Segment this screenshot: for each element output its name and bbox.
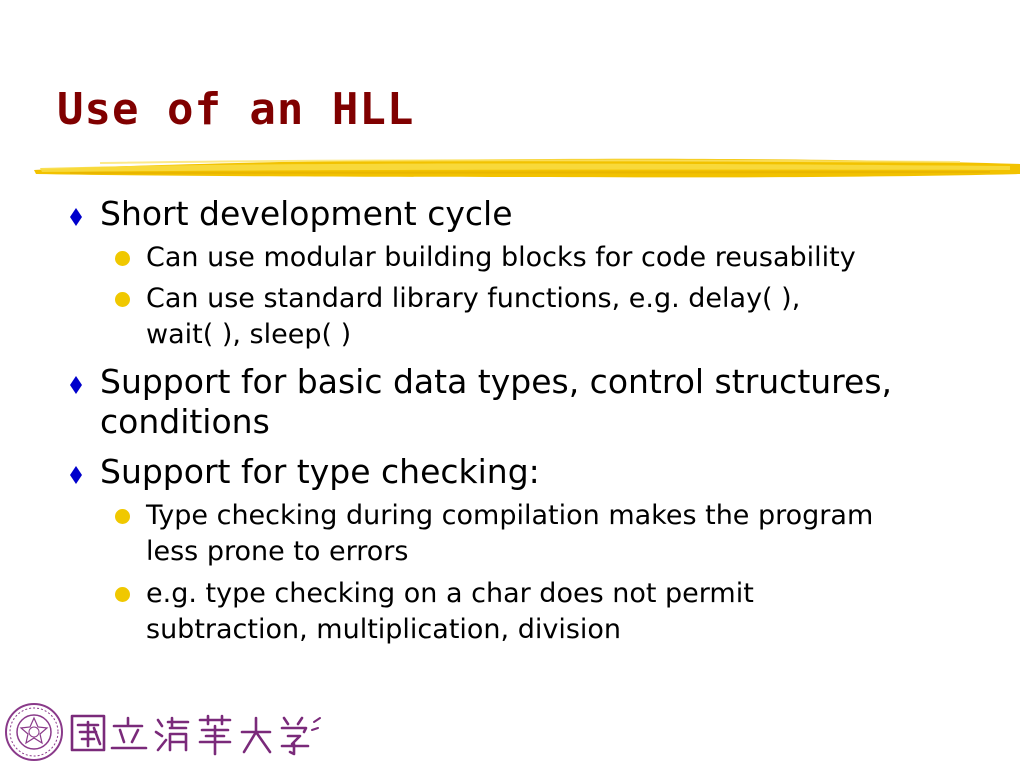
diamond-bullet-icon [64, 452, 88, 492]
sub-bullet-text-line1: Type checking during compilation makes the program [146, 500, 874, 531]
sub-bullet-text-line2: less prone to errors [146, 536, 409, 567]
sub-bullet-text-line1: Can use standard library functions, e.g. delay( ), [146, 283, 801, 314]
sub-bullet-text: Can use modular building blocks for code reusability [146, 242, 856, 273]
bullet-text: Short development cycle [100, 194, 513, 233]
sub-bullet-item [146, 498, 976, 570]
university-name-calligraphy [66, 708, 326, 760]
sub-bullet-item [146, 240, 976, 276]
sub-bullet-text-line2: wait( ), sleep( ) [146, 319, 352, 350]
bullet-text-line1: Support for basic data types, control structures, [100, 362, 892, 401]
round-bullet-icon [115, 587, 130, 602]
sub-bullet-item [146, 576, 976, 648]
sub-bullet-item [146, 281, 976, 353]
diamond-bullet-icon [64, 194, 88, 234]
round-bullet-icon [115, 251, 130, 266]
bullet-item [100, 362, 980, 442]
round-bullet-icon [115, 509, 130, 524]
slide-title: Use of an HLL [57, 84, 415, 135]
bullet-text: Support for type checking: [100, 452, 540, 491]
bullet-item [100, 452, 980, 492]
bullet-item [100, 194, 980, 234]
bullet-text-line2: conditions [100, 402, 270, 441]
title-brush-underline [30, 150, 1024, 186]
round-bullet-icon [115, 292, 130, 307]
diamond-bullet-icon [64, 362, 88, 402]
university-logo [0, 700, 340, 768]
sub-bullet-text-line2: subtraction, multiplication, division [146, 614, 622, 645]
sub-bullet-text-line1: e.g. type checking on a char does not permit [146, 578, 754, 609]
university-seal-icon [4, 702, 64, 762]
